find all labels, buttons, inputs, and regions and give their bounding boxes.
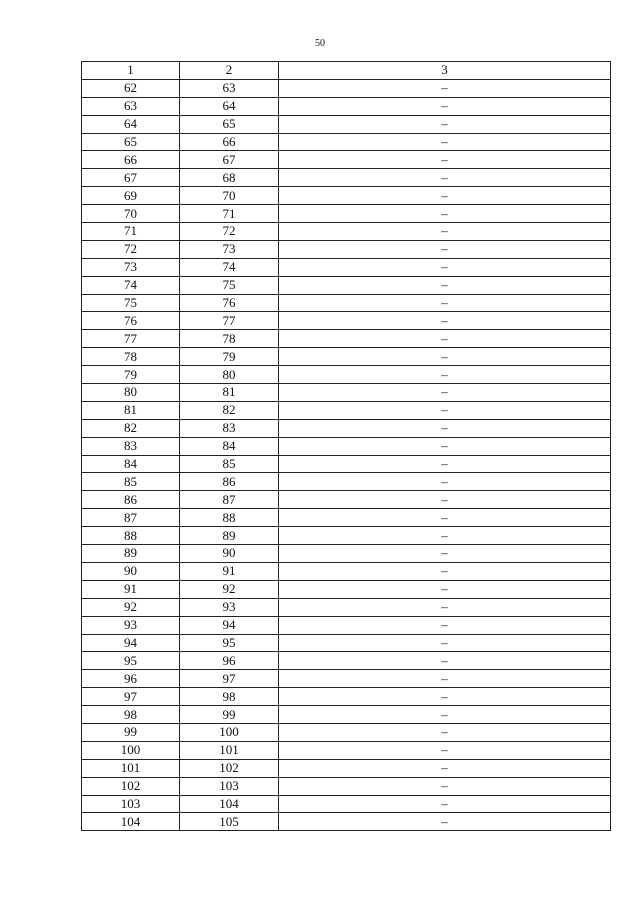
- table-cell-col-2: 66: [180, 133, 279, 151]
- table-row: [82, 652, 611, 670]
- table-cell-col-3: –: [279, 473, 611, 491]
- table-cell-col-2: 80: [180, 366, 279, 384]
- table-cell-col-1: 86: [82, 491, 180, 509]
- table-body: [82, 62, 611, 831]
- table-cell-col-3: –: [279, 384, 611, 402]
- table-cell-col-2: 95: [180, 634, 279, 652]
- column-header-1: 1: [82, 62, 180, 80]
- table-cell-col-1: 92: [82, 598, 180, 616]
- table-row: [82, 741, 611, 759]
- table-cell-col-3: –: [279, 205, 611, 223]
- table-cell-col-1: 89: [82, 545, 180, 563]
- table-cell-col-1: 82: [82, 419, 180, 437]
- table-cell-col-3: –: [279, 545, 611, 563]
- table-row: [82, 455, 611, 473]
- table-cell-col-3: –: [279, 223, 611, 241]
- table-row: [82, 545, 611, 563]
- table-cell-col-2: 74: [180, 258, 279, 276]
- table-cell-col-2: 75: [180, 276, 279, 294]
- table-cell-col-3: –: [279, 723, 611, 741]
- table-row: [82, 384, 611, 402]
- table-cell-col-2: 77: [180, 312, 279, 330]
- table-cell-col-3: –: [279, 813, 611, 831]
- table-cell-col-1: 73: [82, 258, 180, 276]
- table-cell-col-2: 82: [180, 401, 279, 419]
- table-cell-col-2: 68: [180, 169, 279, 187]
- table-cell-col-2: 98: [180, 688, 279, 706]
- table-cell-col-1: 77: [82, 330, 180, 348]
- page-number: 50: [315, 38, 325, 49]
- table-row: [82, 205, 611, 223]
- table-cell-col-1: 84: [82, 455, 180, 473]
- table-cell-col-3: –: [279, 706, 611, 724]
- table-cell-col-1: 98: [82, 706, 180, 724]
- table-cell-col-3: –: [279, 330, 611, 348]
- table-cell-col-3: –: [279, 759, 611, 777]
- table-cell-col-1: 100: [82, 741, 180, 759]
- table-cell-col-1: 78: [82, 348, 180, 366]
- table-cell-col-3: –: [279, 294, 611, 312]
- table-cell-col-2: 65: [180, 115, 279, 133]
- table-cell-col-1: 70: [82, 205, 180, 223]
- table-cell-col-3: –: [279, 795, 611, 813]
- table-row: [82, 527, 611, 545]
- table-cell-col-1: 103: [82, 795, 180, 813]
- table-cell-col-1: 99: [82, 723, 180, 741]
- table-row: [82, 97, 611, 115]
- table-cell-col-3: –: [279, 151, 611, 169]
- table-cell-col-2: 72: [180, 223, 279, 241]
- table-cell-col-1: 64: [82, 115, 180, 133]
- table-cell-col-2: 90: [180, 545, 279, 563]
- table-cell-col-2: 85: [180, 455, 279, 473]
- table-cell-col-2: 99: [180, 706, 279, 724]
- table-cell-col-2: 94: [180, 616, 279, 634]
- table-row: [82, 187, 611, 205]
- table-cell-col-3: –: [279, 97, 611, 115]
- table-cell-col-2: 73: [180, 240, 279, 258]
- table-row: [82, 240, 611, 258]
- table-cell-col-2: 63: [180, 79, 279, 97]
- table-cell-col-1: 69: [82, 187, 180, 205]
- table-cell-col-2: 87: [180, 491, 279, 509]
- table-cell-col-3: –: [279, 366, 611, 384]
- table-cell-col-3: –: [279, 455, 611, 473]
- table-row: [82, 401, 611, 419]
- table-cell-col-1: 94: [82, 634, 180, 652]
- table-cell-col-2: 67: [180, 151, 279, 169]
- table-cell-col-3: –: [279, 670, 611, 688]
- table-cell-col-1: 83: [82, 437, 180, 455]
- table-cell-col-3: –: [279, 616, 611, 634]
- table-row: [82, 276, 611, 294]
- table-cell-col-1: 75: [82, 294, 180, 312]
- table-cell-col-1: 85: [82, 473, 180, 491]
- table-cell-col-2: 71: [180, 205, 279, 223]
- table-cell-col-1: 101: [82, 759, 180, 777]
- table-cell-col-2: 100: [180, 723, 279, 741]
- table-row: [82, 670, 611, 688]
- table-cell-col-3: –: [279, 777, 611, 795]
- table-cell-col-2: 79: [180, 348, 279, 366]
- table-row: [82, 795, 611, 813]
- table-cell-col-3: –: [279, 276, 611, 294]
- table-cell-col-3: –: [279, 133, 611, 151]
- table-cell-col-1: 102: [82, 777, 180, 795]
- table-cell-col-3: –: [279, 688, 611, 706]
- column-header-2: 2: [180, 62, 279, 80]
- table-cell-col-1: 81: [82, 401, 180, 419]
- table-cell-col-3: –: [279, 437, 611, 455]
- table-cell-col-2: 89: [180, 527, 279, 545]
- table-row: [82, 580, 611, 598]
- table-row: [82, 133, 611, 151]
- table-cell-col-2: 84: [180, 437, 279, 455]
- table-row: [82, 688, 611, 706]
- table-cell-col-2: 70: [180, 187, 279, 205]
- table-cell-col-1: 91: [82, 580, 180, 598]
- table-row: [82, 616, 611, 634]
- table-cell-col-1: 96: [82, 670, 180, 688]
- table-cell-col-1: 71: [82, 223, 180, 241]
- table-row: [82, 437, 611, 455]
- table-cell-col-1: 62: [82, 79, 180, 97]
- table-cell-col-1: 97: [82, 688, 180, 706]
- table-cell-col-3: –: [279, 79, 611, 97]
- table-cell-col-2: 105: [180, 813, 279, 831]
- table-cell-col-3: –: [279, 187, 611, 205]
- table-row: [82, 706, 611, 724]
- table-cell-col-2: 97: [180, 670, 279, 688]
- table-row: [82, 813, 611, 831]
- table-cell-col-3: –: [279, 258, 611, 276]
- table-cell-col-3: –: [279, 527, 611, 545]
- table-cell-col-3: –: [279, 312, 611, 330]
- table-cell-col-1: 88: [82, 527, 180, 545]
- table-cell-col-3: –: [279, 598, 611, 616]
- table-row: [82, 509, 611, 527]
- table-row: [82, 79, 611, 97]
- table-cell-col-3: –: [279, 348, 611, 366]
- table-row: [82, 759, 611, 777]
- table-header-row: [82, 62, 611, 80]
- table-cell-col-3: –: [279, 401, 611, 419]
- table-cell-col-1: 87: [82, 509, 180, 527]
- table-cell-col-1: 63: [82, 97, 180, 115]
- table-cell-col-3: –: [279, 419, 611, 437]
- table-cell-col-2: 81: [180, 384, 279, 402]
- table-cell-col-2: 88: [180, 509, 279, 527]
- table-cell-col-2: 93: [180, 598, 279, 616]
- table-cell-col-1: 76: [82, 312, 180, 330]
- table-cell-col-3: –: [279, 491, 611, 509]
- table-row: [82, 151, 611, 169]
- table-row: [82, 777, 611, 795]
- table-row: [82, 366, 611, 384]
- table-row: [82, 294, 611, 312]
- table-cell-col-2: 102: [180, 759, 279, 777]
- table-cell-col-1: 65: [82, 133, 180, 151]
- table-row: [82, 634, 611, 652]
- table-cell-col-2: 101: [180, 741, 279, 759]
- table-cell-col-3: –: [279, 562, 611, 580]
- table-cell-col-2: 91: [180, 562, 279, 580]
- table-cell-col-2: 86: [180, 473, 279, 491]
- table-cell-col-2: 103: [180, 777, 279, 795]
- table-cell-col-1: 74: [82, 276, 180, 294]
- column-header-3: 3: [279, 62, 611, 80]
- table-row: [82, 419, 611, 437]
- table-cell-col-2: 64: [180, 97, 279, 115]
- table-cell-col-3: –: [279, 634, 611, 652]
- table-cell-col-1: 80: [82, 384, 180, 402]
- table-row: [82, 258, 611, 276]
- table-cell-col-2: 92: [180, 580, 279, 598]
- table-cell-col-2: 104: [180, 795, 279, 813]
- table-cell-col-1: 93: [82, 616, 180, 634]
- table-row: [82, 473, 611, 491]
- data-table: [81, 61, 611, 831]
- table-row: [82, 723, 611, 741]
- table-cell-col-1: 67: [82, 169, 180, 187]
- table-cell-col-3: –: [279, 115, 611, 133]
- table-row: [82, 223, 611, 241]
- table-row: [82, 491, 611, 509]
- table-row: [82, 115, 611, 133]
- table-cell-col-1: 72: [82, 240, 180, 258]
- table-row: [82, 598, 611, 616]
- table-row: [82, 330, 611, 348]
- table-cell-col-1: 90: [82, 562, 180, 580]
- table-cell-col-1: 79: [82, 366, 180, 384]
- table-cell-col-2: 78: [180, 330, 279, 348]
- table-cell-col-2: 96: [180, 652, 279, 670]
- table-row: [82, 312, 611, 330]
- table-row: [82, 169, 611, 187]
- table-cell-col-1: 104: [82, 813, 180, 831]
- table-cell-col-2: 83: [180, 419, 279, 437]
- table-cell-col-3: –: [279, 509, 611, 527]
- table-cell-col-3: –: [279, 580, 611, 598]
- table-cell-col-1: 95: [82, 652, 180, 670]
- table-cell-col-3: –: [279, 240, 611, 258]
- table-cell-col-3: –: [279, 741, 611, 759]
- table-row: [82, 348, 611, 366]
- table-row: [82, 562, 611, 580]
- table-cell-col-2: 76: [180, 294, 279, 312]
- table-cell-col-3: –: [279, 652, 611, 670]
- table-cell-col-1: 66: [82, 151, 180, 169]
- table-cell-col-3: –: [279, 169, 611, 187]
